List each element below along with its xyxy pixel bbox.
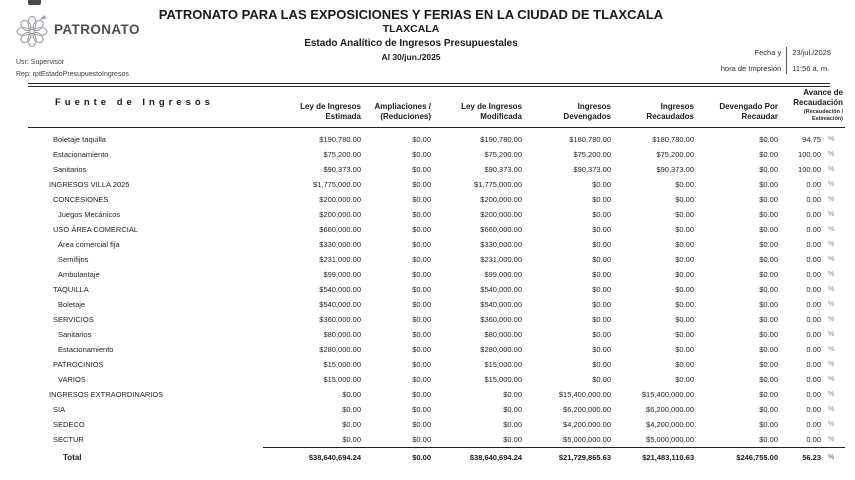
- row-fuente-label: Ambulantaje: [58, 269, 100, 279]
- row-fuente-label: SERVICIOS: [53, 314, 94, 324]
- row-amount-cell: $0.00: [759, 344, 778, 354]
- percent-sign: %: [828, 240, 835, 248]
- row-amount-cell: $15,000.00: [323, 374, 361, 384]
- row-amount-cell: $0.00: [759, 194, 778, 204]
- row-amount-cell: $0.00: [342, 419, 361, 429]
- print-time-value: 11:56 a. m.: [792, 63, 830, 73]
- row-amount-cell: $0.00: [503, 419, 522, 429]
- row-avance-cell: 0.00: [806, 374, 821, 384]
- row-amount-cell: $75,200.00: [484, 149, 522, 159]
- row-fuente-label: PATROCINIOS: [53, 359, 104, 369]
- table-row: [28, 402, 845, 417]
- row-amount-cell: $0.00: [675, 179, 694, 189]
- percent-sign: %: [828, 375, 835, 383]
- row-amount-cell: $0.00: [675, 374, 694, 384]
- row-amount-cell: $0.00: [412, 239, 431, 249]
- total-ampliaciones: $0.00: [363, 447, 433, 468]
- total-devengados: $21,729,865.63: [524, 447, 613, 468]
- row-amount-cell: $200,000.00: [319, 194, 361, 204]
- table-row: [28, 237, 845, 252]
- header-divider-rule: [28, 83, 830, 87]
- row-amount-cell: $540,000.00: [480, 299, 522, 309]
- column-header-recaudados: Ingresos Recaudados: [613, 88, 696, 127]
- percent-sign: %: [828, 135, 835, 143]
- table-row: [28, 127, 845, 147]
- table-row: [28, 222, 845, 237]
- table-row: [28, 147, 845, 162]
- row-amount-cell: $90,373.00: [323, 164, 361, 174]
- percent-sign: %: [823, 447, 845, 468]
- row-avance-cell: 0.00: [806, 404, 821, 414]
- row-fuente-label: Juegos Mecánicos: [58, 209, 121, 219]
- row-amount-cell: $15,000.00: [484, 374, 522, 384]
- row-amount-cell: $0.00: [759, 269, 778, 279]
- row-fuente-label: INGRESOS EXTRAORDINARIOS: [49, 389, 164, 399]
- table-row: [28, 252, 845, 267]
- row-amount-cell: $180,780.00: [569, 134, 611, 144]
- row-fuente-label: VARIOS: [58, 374, 86, 384]
- row-amount-cell: $0.00: [675, 284, 694, 294]
- row-amount-cell: $0.00: [675, 209, 694, 219]
- row-fuente-label: INGRESOS VILLA 2025: [49, 179, 130, 189]
- row-amount-cell: $90,373.00: [656, 164, 694, 174]
- row-amount-cell: $80,000.00: [484, 329, 522, 339]
- print-time-label: hora de Impresión: [720, 63, 782, 73]
- report-title: PATRONATO PARA LAS EXPOSICIONES Y FERIAS EN LA CIUDAD DE TLAXCALA: [158, 7, 664, 22]
- row-amount-cell: $0.00: [675, 254, 694, 264]
- table-header: [28, 88, 845, 127]
- report-period: Al 30/jun./2025: [381, 52, 441, 63]
- row-amount-cell: $0.00: [412, 314, 431, 324]
- row-amount-cell: $1,775,000.00: [474, 179, 522, 189]
- row-amount-cell: $5,000,000.00: [646, 434, 694, 444]
- row-amount-cell: $75,200.00: [573, 149, 611, 159]
- table-row: [28, 162, 845, 177]
- row-amount-cell: $540,000.00: [319, 299, 361, 309]
- row-amount-cell: $0.00: [412, 254, 431, 264]
- table-row: [28, 297, 845, 312]
- table-row: [28, 417, 845, 432]
- row-amount-cell: $0.00: [759, 359, 778, 369]
- row-avance-cell: 0.00: [806, 269, 821, 279]
- row-amount-cell: $0.00: [412, 419, 431, 429]
- logo-wordmark: PATRONATO: [54, 22, 140, 37]
- row-amount-cell: $0.00: [759, 179, 778, 189]
- table-total-row: [28, 447, 845, 468]
- percent-sign: %: [828, 420, 835, 428]
- row-amount-cell: $0.00: [759, 314, 778, 324]
- row-amount-cell: $0.00: [675, 299, 694, 309]
- row-amount-cell: $0.00: [759, 299, 778, 309]
- row-avance-cell: 0.00: [806, 434, 821, 444]
- total-estimada: $38,640,694.24: [263, 447, 363, 468]
- percent-sign: %: [828, 210, 835, 218]
- row-amount-cell: $0.00: [592, 269, 611, 279]
- row-amount-cell: $4,200,000.00: [646, 419, 694, 429]
- column-header-devengado-por-recaudar: Devengado Por Recaudar: [696, 88, 780, 127]
- row-amount-cell: $0.00: [412, 164, 431, 174]
- table-row: [28, 192, 845, 207]
- print-date-box: [721, 45, 831, 77]
- percent-sign: %: [828, 360, 835, 368]
- row-avance-cell: 0.00: [806, 194, 821, 204]
- row-amount-cell: $660,000.00: [319, 224, 361, 234]
- row-amount-cell: $0.00: [412, 269, 431, 279]
- row-amount-cell: $330,000.00: [319, 239, 361, 249]
- percent-sign: %: [828, 405, 835, 413]
- row-amount-cell: $0.00: [675, 314, 694, 324]
- row-amount-cell: $190,780.00: [480, 134, 522, 144]
- row-avance-cell: 94.75: [802, 134, 821, 144]
- row-amount-cell: $0.00: [592, 179, 611, 189]
- row-avance-cell: 0.00: [806, 314, 821, 324]
- row-amount-cell: $0.00: [412, 299, 431, 309]
- table-row: [28, 267, 845, 282]
- row-amount-cell: $0.00: [759, 149, 778, 159]
- row-amount-cell: $0.00: [592, 239, 611, 249]
- report-meta: [16, 57, 129, 82]
- row-amount-cell: $0.00: [412, 329, 431, 339]
- report-subtitle: TLAXCALA: [382, 22, 440, 35]
- row-amount-cell: $0.00: [503, 404, 522, 414]
- row-amount-cell: $0.00: [412, 359, 431, 369]
- row-fuente-label: USO ÁREA COMERCIAL: [53, 224, 139, 234]
- row-amount-cell: $1,775,000.00: [313, 179, 361, 189]
- row-amount-cell: $0.00: [759, 404, 778, 414]
- row-amount-cell: $4,200,000.00: [563, 419, 611, 429]
- row-amount-cell: $0.00: [412, 389, 431, 399]
- percent-sign: %: [828, 150, 835, 158]
- percent-sign: %: [828, 195, 835, 203]
- row-fuente-label: Área comercial fija: [58, 239, 120, 249]
- row-amount-cell: $0.00: [412, 209, 431, 219]
- row-amount-cell: $0.00: [759, 419, 778, 429]
- row-fuente-label: Sanitarios: [58, 329, 92, 339]
- row-amount-cell: $0.00: [759, 239, 778, 249]
- row-amount-cell: $0.00: [592, 284, 611, 294]
- table-row: [28, 207, 845, 222]
- row-amount-cell: $0.00: [675, 224, 694, 234]
- print-date-value: 23/jul./2025: [792, 48, 831, 57]
- row-fuente-label: Semifijos: [58, 254, 89, 264]
- row-amount-cell: $0.00: [503, 389, 522, 399]
- row-amount-cell: $0.00: [342, 389, 361, 399]
- column-header-ampliaciones: Ampliaciones / (Reduciones): [363, 88, 433, 127]
- row-amount-cell: $0.00: [412, 149, 431, 159]
- print-box-divider: [786, 47, 787, 74]
- table-row: [28, 327, 845, 342]
- percent-sign: %: [828, 315, 835, 323]
- row-avance-cell: 0.00: [806, 209, 821, 219]
- row-amount-cell: $99,000.00: [323, 269, 361, 279]
- report-id-line: Rep: rptEstadoPresupuestoIngresos: [16, 71, 129, 79]
- row-amount-cell: $6,200,000.00: [646, 404, 694, 414]
- row-avance-cell: 0.00: [806, 344, 821, 354]
- row-amount-cell: $0.00: [412, 224, 431, 234]
- percent-sign: %: [828, 390, 835, 398]
- total-modificada: $38,640,694.24: [433, 447, 524, 468]
- row-amount-cell: $0.00: [759, 134, 778, 144]
- row-amount-cell: $0.00: [342, 434, 361, 444]
- table-row: [28, 312, 845, 327]
- report-header: [0, 0, 855, 84]
- row-avance-cell: 100.00: [798, 164, 821, 174]
- row-amount-cell: $0.00: [592, 359, 611, 369]
- table-body: [28, 127, 845, 447]
- row-fuente-label: SIA: [53, 404, 66, 414]
- table-row: [28, 432, 845, 448]
- row-amount-cell: $280,000.00: [319, 344, 361, 354]
- row-avance-cell: 0.00: [806, 179, 821, 189]
- print-date-label: Fecha y: [754, 48, 782, 57]
- row-amount-cell: $0.00: [342, 404, 361, 414]
- row-amount-cell: $0.00: [759, 254, 778, 264]
- total-label: Total: [63, 452, 82, 462]
- table-row: [28, 342, 845, 357]
- row-amount-cell: $360,000.00: [480, 314, 522, 324]
- row-amount-cell: $15,000.00: [323, 359, 361, 369]
- row-fuente-label: SECTUR: [53, 434, 84, 444]
- row-amount-cell: $0.00: [759, 434, 778, 444]
- table-row: [28, 357, 845, 372]
- percent-sign: %: [828, 435, 835, 443]
- row-avance-cell: 0.00: [806, 284, 821, 294]
- row-amount-cell: $0.00: [759, 224, 778, 234]
- row-amount-cell: $0.00: [412, 374, 431, 384]
- row-amount-cell: $330,000.00: [480, 239, 522, 249]
- row-amount-cell: $360,000.00: [319, 314, 361, 324]
- row-amount-cell: $15,400,000.00: [558, 389, 611, 399]
- percent-sign: %: [828, 330, 835, 338]
- row-amount-cell: $80,000.00: [323, 329, 361, 339]
- row-amount-cell: $15,400,000.00: [641, 389, 694, 399]
- row-avance-cell: 0.00: [806, 239, 821, 249]
- row-amount-cell: $0.00: [759, 329, 778, 339]
- table-row: [28, 387, 845, 402]
- percent-sign: %: [828, 300, 835, 308]
- row-amount-cell: $231,000.00: [480, 254, 522, 264]
- row-fuente-label: Boletaje taquilla: [53, 134, 106, 144]
- table-row: [28, 177, 845, 192]
- row-fuente-label: Estacionamiento: [53, 149, 109, 159]
- flower-logo-icon: [14, 13, 50, 51]
- income-statement-table: [28, 88, 845, 468]
- percent-sign: %: [828, 225, 835, 233]
- row-amount-cell: $0.00: [675, 344, 694, 354]
- total-avance: 56.23: [780, 447, 823, 468]
- row-amount-cell: $0.00: [412, 194, 431, 204]
- row-fuente-label: TAQUILLA: [53, 284, 89, 294]
- row-avance-cell: 0.00: [806, 389, 821, 399]
- row-amount-cell: $0.00: [592, 299, 611, 309]
- row-fuente-label: Sanitarios: [53, 164, 87, 174]
- row-amount-cell: $0.00: [412, 284, 431, 294]
- row-amount-cell: $0.00: [412, 344, 431, 354]
- row-amount-cell: $0.00: [592, 194, 611, 204]
- column-header-avance: Avance de Recaudación (Recaudación / Estimación): [780, 88, 845, 127]
- row-amount-cell: $540,000.00: [319, 284, 361, 294]
- row-amount-cell: $0.00: [759, 374, 778, 384]
- row-amount-cell: $0.00: [675, 239, 694, 249]
- column-header-fuente: Fuente de Ingresos: [28, 88, 263, 127]
- total-por-recaudar: $246,755.00: [696, 447, 780, 468]
- row-amount-cell: $0.00: [592, 209, 611, 219]
- percent-sign: %: [828, 180, 835, 188]
- row-amount-cell: $200,000.00: [319, 209, 361, 219]
- row-amount-cell: $90,373.00: [573, 164, 611, 174]
- row-amount-cell: $660,000.00: [480, 224, 522, 234]
- row-amount-cell: $0.00: [759, 389, 778, 399]
- row-amount-cell: $5,000,000.00: [563, 434, 611, 444]
- row-amount-cell: $0.00: [592, 374, 611, 384]
- column-header-modificada: Ley de Ingresos Modificada: [433, 88, 524, 127]
- table-row: [28, 372, 845, 387]
- column-header-estimada: Ley de Ingresos Estimada: [263, 88, 363, 127]
- row-fuente-label: Boletaje: [58, 299, 86, 309]
- title-block: [100, 8, 722, 63]
- row-fuente-label: SEDECO: [53, 419, 85, 429]
- row-amount-cell: $0.00: [412, 134, 431, 144]
- column-header-devengados: Ingresos Devengados: [524, 88, 613, 127]
- report-name: Estado Analítico de Ingresos Presupuestales: [304, 37, 518, 49]
- row-avance-cell: 0.00: [806, 224, 821, 234]
- row-avance-cell: 0.00: [806, 419, 821, 429]
- row-amount-cell: $540,000.00: [480, 284, 522, 294]
- percent-sign: %: [828, 345, 835, 353]
- row-amount-cell: $6,200,000.00: [563, 404, 611, 414]
- row-amount-cell: $0.00: [675, 329, 694, 339]
- row-avance-cell: 0.00: [806, 299, 821, 309]
- percent-sign: %: [828, 270, 835, 278]
- row-amount-cell: $190,780.00: [319, 134, 361, 144]
- total-recaudados: $21,483,110.63: [613, 447, 696, 468]
- table-row: [28, 282, 845, 297]
- row-avance-cell: 0.00: [806, 254, 821, 264]
- row-amount-cell: $0.00: [759, 209, 778, 219]
- row-amount-cell: $0.00: [675, 194, 694, 204]
- row-amount-cell: $0.00: [675, 269, 694, 279]
- row-amount-cell: $0.00: [675, 359, 694, 369]
- row-amount-cell: $0.00: [592, 329, 611, 339]
- row-amount-cell: $180,780.00: [652, 134, 694, 144]
- row-fuente-label: CONCESIONES: [53, 194, 109, 204]
- row-amount-cell: $0.00: [592, 344, 611, 354]
- row-amount-cell: $90,373.00: [484, 164, 522, 174]
- row-amount-cell: $0.00: [503, 434, 522, 444]
- row-amount-cell: $75,200.00: [656, 149, 694, 159]
- row-amount-cell: $99,000.00: [484, 269, 522, 279]
- row-amount-cell: $75,200.00: [323, 149, 361, 159]
- row-amount-cell: $0.00: [412, 434, 431, 444]
- row-amount-cell: $0.00: [592, 314, 611, 324]
- row-avance-cell: 0.00: [806, 329, 821, 339]
- row-amount-cell: $231,000.00: [319, 254, 361, 264]
- row-amount-cell: $280,000.00: [480, 344, 522, 354]
- row-amount-cell: $15,000.00: [484, 359, 522, 369]
- row-avance-cell: 0.00: [806, 359, 821, 369]
- row-amount-cell: $0.00: [592, 254, 611, 264]
- row-amount-cell: $200,000.00: [480, 209, 522, 219]
- row-amount-cell: $0.00: [412, 404, 431, 414]
- row-fuente-label: Estacionamiento: [58, 344, 114, 354]
- row-amount-cell: $0.00: [759, 284, 778, 294]
- percent-sign: %: [828, 165, 835, 173]
- row-amount-cell: $0.00: [412, 179, 431, 189]
- row-amount-cell: $0.00: [759, 164, 778, 174]
- row-avance-cell: 100.00: [798, 149, 821, 159]
- user-line: Usr: Supervisor: [16, 59, 65, 66]
- percent-sign: %: [828, 255, 835, 263]
- percent-sign: %: [828, 285, 835, 293]
- row-amount-cell: $200,000.00: [480, 194, 522, 204]
- row-amount-cell: $0.00: [592, 224, 611, 234]
